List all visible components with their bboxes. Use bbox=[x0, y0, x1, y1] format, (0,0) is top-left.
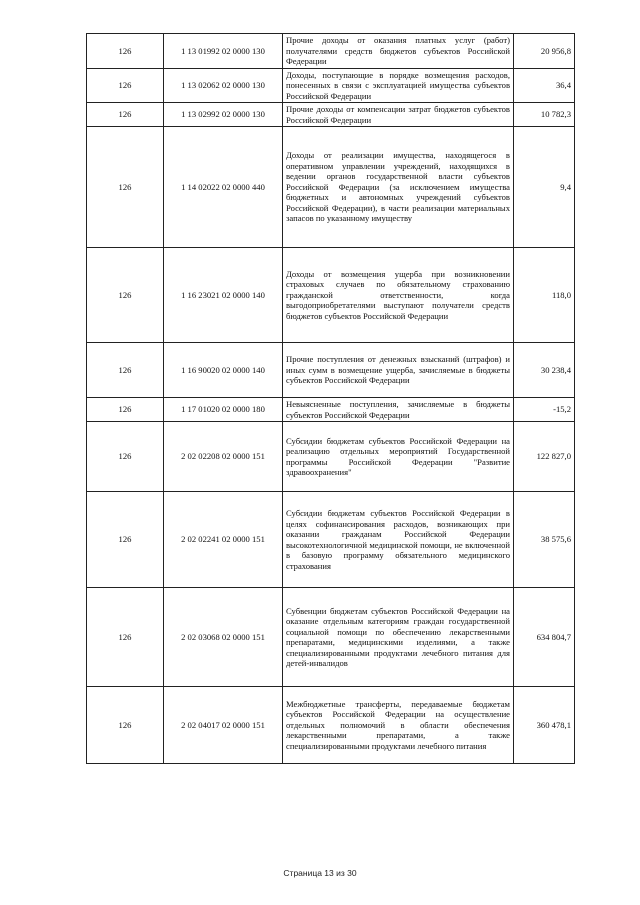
budget-code-cell: 2 02 02208 02 0000 151 bbox=[164, 422, 283, 492]
admin-code-cell: 126 bbox=[87, 492, 164, 588]
revenue-name-cell: Прочие поступления от денежных взысканий (штрафов) и иных сумм в возмещение ущерба, зачисляемые в бюджеты субъектов Российской Федерации bbox=[283, 343, 514, 398]
revenue-table bbox=[86, 33, 575, 764]
budget-code-cell: 1 16 23021 02 0000 140 bbox=[164, 248, 283, 343]
table-row bbox=[87, 398, 575, 422]
admin-code-cell: 126 bbox=[87, 398, 164, 422]
admin-code-cell: 126 bbox=[87, 422, 164, 492]
revenue-name-cell: Субсидии бюджетам субъектов Российской Федерации на реализацию отдельных мероприятий Государственной программы Российской Федерации "Развитие здравоохранения" bbox=[283, 422, 514, 492]
admin-code-cell: 126 bbox=[87, 343, 164, 398]
table-row bbox=[87, 34, 575, 69]
amount-cell: 118,0 bbox=[514, 248, 575, 343]
table-row bbox=[87, 68, 575, 103]
amount-cell: 36,4 bbox=[514, 68, 575, 103]
budget-code-cell: 1 17 01020 02 0000 180 bbox=[164, 398, 283, 422]
admin-code-cell: 126 bbox=[87, 588, 164, 687]
table-row bbox=[87, 248, 575, 343]
amount-cell: 634 804,7 bbox=[514, 588, 575, 687]
amount-cell: 30 238,4 bbox=[514, 343, 575, 398]
budget-code-cell: 1 14 02022 02 0000 440 bbox=[164, 127, 283, 248]
admin-code-cell: 126 bbox=[87, 34, 164, 69]
table-row bbox=[87, 588, 575, 687]
revenue-name-cell: Невыясненные поступления, зачисляемые в бюджеты субъектов Российской Федерации bbox=[283, 398, 514, 422]
admin-code-cell: 126 bbox=[87, 687, 164, 764]
admin-code-cell: 126 bbox=[87, 103, 164, 127]
table-row bbox=[87, 687, 575, 764]
revenue-table-body bbox=[87, 34, 575, 764]
amount-cell: 9,4 bbox=[514, 127, 575, 248]
revenue-name-cell: Субвенции бюджетам субъектов Российской Федерации на оказание отдельным категориям граждан государственной социальной помощи по обеспечению лекарственными препаратами, медицинскими изделиями, а также специализированными продуктами лечебного питания для детей-инвалидов bbox=[283, 588, 514, 687]
budget-code-cell: 1 16 90020 02 0000 140 bbox=[164, 343, 283, 398]
amount-cell: 122 827,0 bbox=[514, 422, 575, 492]
revenue-name-cell: Прочие доходы от компенсации затрат бюджетов субъектов Российской Федерации bbox=[283, 103, 514, 127]
budget-code-cell: 1 13 01992 02 0000 130 bbox=[164, 34, 283, 69]
amount-cell: 360 478,1 bbox=[514, 687, 575, 764]
table-row bbox=[87, 103, 575, 127]
revenue-name-cell: Межбюджетные трансферты, передаваемые бюджетам субъектов Российской Федерации на осуществление отдельных полномочий в области обеспечения лекарственными препаратами, а также специализированными продуктами лечебного питания bbox=[283, 687, 514, 764]
table-row bbox=[87, 343, 575, 398]
revenue-name-cell: Субсидии бюджетам субъектов Российской Федерации в целях софинансирования расходов, возникающих при оказании гражданам Российской Федерации высокотехнологичной медицинской помощи, не включенной в базовую программу обязательного медицинского страхования bbox=[283, 492, 514, 588]
table-row bbox=[87, 127, 575, 248]
page-number: Страница 13 из 30 bbox=[283, 868, 357, 878]
revenue-name-cell: Доходы от реализации имущества, находящегося в оперативном управлении учреждений, находящихся в ведении органов государственной власти субъектов Российской Федерации (за исключением имущества бюджетных и автономных учреждений субъектов Российской Федерации), в части реализации материальных запасов по указанному имуществу bbox=[283, 127, 514, 248]
revenue-name-cell: Доходы от возмещения ущерба при возникновении страховых случаев по обязательному страхованию гражданской ответственности, когда выгодоприобретателями выступают получатели средств бюджетов субъектов Российской Федерации bbox=[283, 248, 514, 343]
budget-code-cell: 1 13 02062 02 0000 130 bbox=[164, 68, 283, 103]
amount-cell: -15,2 bbox=[514, 398, 575, 422]
amount-cell: 20 956,8 bbox=[514, 34, 575, 69]
admin-code-cell: 126 bbox=[87, 127, 164, 248]
budget-code-cell: 2 02 04017 02 0000 151 bbox=[164, 687, 283, 764]
budget-code-cell: 2 02 02241 02 0000 151 bbox=[164, 492, 283, 588]
table-row bbox=[87, 422, 575, 492]
table-row bbox=[87, 492, 575, 588]
admin-code-cell: 126 bbox=[87, 68, 164, 103]
revenue-name-cell: Доходы, поступающие в порядке возмещения расходов, понесенных в связи с эксплуатацией имущества субъектов Российской Федерации bbox=[283, 68, 514, 103]
revenue-name-cell: Прочие доходы от оказания платных услуг (работ) получателями средств бюджетов субъектов Российской Федерации bbox=[283, 34, 514, 69]
amount-cell: 10 782,3 bbox=[514, 103, 575, 127]
admin-code-cell: 126 bbox=[87, 248, 164, 343]
budget-code-cell: 1 13 02992 02 0000 130 bbox=[164, 103, 283, 127]
amount-cell: 38 575,6 bbox=[514, 492, 575, 588]
budget-code-cell: 2 02 03068 02 0000 151 bbox=[164, 588, 283, 687]
